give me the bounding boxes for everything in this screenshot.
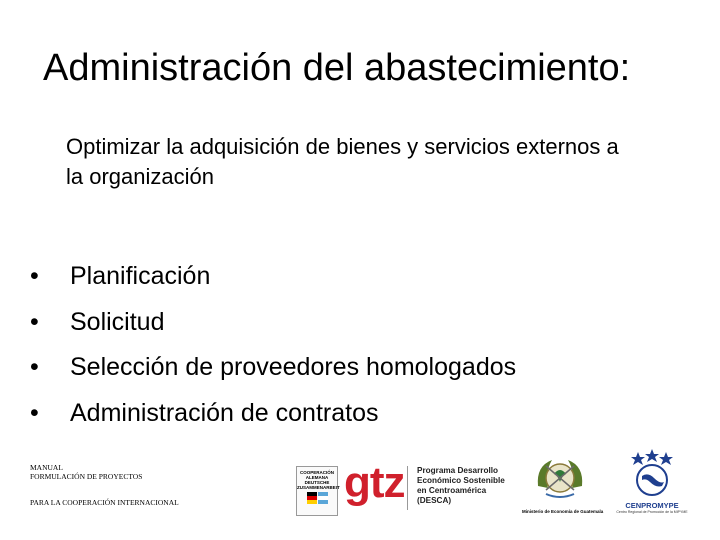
bullet-text: Administración de contratos (70, 398, 379, 427)
bullet-icon: • (30, 262, 39, 290)
program-line: (DESCA) (417, 496, 452, 505)
cooperation-logo (296, 466, 338, 516)
program-line: Programa Desarrollo (417, 466, 498, 475)
cenpromype-logo (616, 448, 688, 514)
bullet-icon: • (30, 307, 39, 336)
list-item (30, 391, 516, 437)
coat-of-arms-icon (522, 452, 598, 504)
cenpromype-label: CENPROMYPE (625, 501, 679, 510)
footer-manual-text (30, 463, 142, 481)
program-desca-text (417, 466, 505, 506)
cenpromype-tagline: Centro Regional de Promoción de la MIPYME (616, 510, 688, 514)
bullet-icon: • (30, 353, 39, 381)
ministry-logo (522, 452, 604, 514)
cooperation-label: COOPERACIÓN ALEMANA DEUTSCHE ZUSAMMENARBEIT (297, 470, 340, 490)
bullet-icon: • (30, 398, 39, 427)
bullet-list (30, 254, 516, 436)
list-item (30, 345, 516, 391)
slide-title: Administración del abastecimiento: (43, 47, 631, 89)
gtz-logo: gtz (344, 458, 405, 507)
bullet-text: Selección de proveedores homologados (70, 353, 517, 381)
list-item (30, 254, 516, 300)
list-item (30, 300, 516, 346)
stars-circle-icon (616, 448, 688, 496)
bullet-text: Planificación (70, 262, 211, 290)
bullet-text: Solicitud (70, 307, 165, 336)
manual-line: FORMULACIÓN DE PROYECTOS (30, 472, 143, 481)
divider (407, 466, 408, 510)
footer-manual-subtext: PARA LA COOPERACIÓN INTERNACIONAL (30, 498, 179, 507)
manual-line: MANUAL (30, 463, 63, 472)
program-line: en Centroamérica (417, 486, 487, 495)
program-line: Económico Sostenible (417, 476, 505, 485)
ministry-label: Ministerio de Economía de Guatemala (522, 509, 604, 514)
slide-subtitle: Optimizar la adquisición de bienes y servicios externos a la organización (66, 134, 619, 189)
german-flag-icon (297, 490, 337, 514)
